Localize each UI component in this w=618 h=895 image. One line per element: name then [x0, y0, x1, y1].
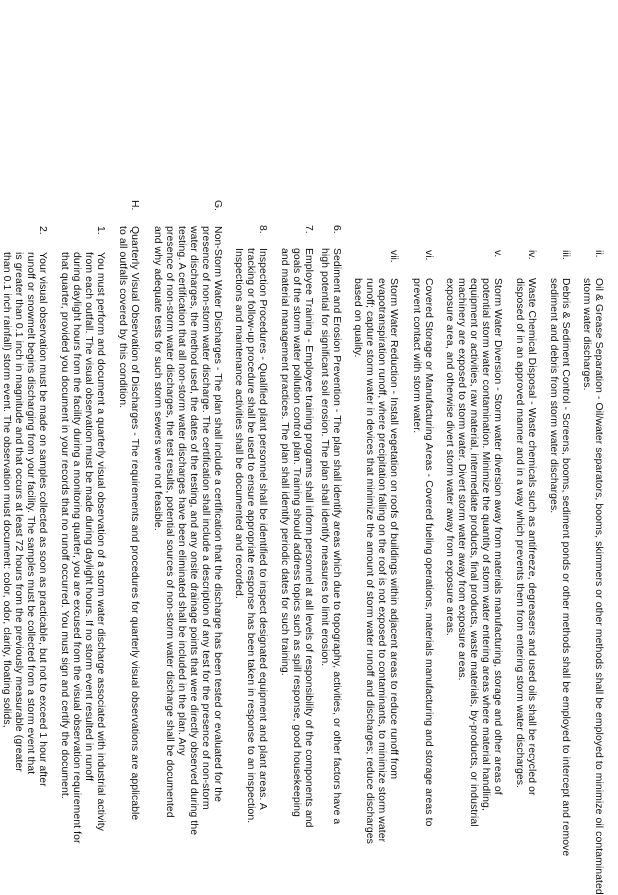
item-line: disposed of in an approved manner and in a way which prevents them from entering storm water discharges. [514, 278, 525, 788]
section-h-label: H. [129, 200, 140, 211]
item-line: based on quality. [352, 278, 363, 358]
item-line: Covered Storage or Manufacturing Areas - Covered fueling operations, materials manufacturing and storage areas to [423, 278, 434, 827]
subsection-label: 1. [95, 226, 106, 235]
section-label: 7. [303, 225, 314, 234]
item-label: iii. [560, 250, 571, 260]
item-line: Storm Water Reduction - Install vegetation on roofs of buildings within adjacent areas to reduce runoff from [388, 278, 399, 780]
subsection-line: runoff or snowmelt begins discharging from your facility. The samples must be collected from a storm event that [25, 252, 36, 775]
item-line: equipment or activities, raw material, intermediate products, final products, waste materials, by-products, or industrial [468, 278, 479, 827]
section-g-line: presence of non-storm water discharge. The certification shall include a description of any test for the presence of non-storm [200, 226, 211, 810]
section-line: Inspections and maintenance activities shall be documented and recorded. [233, 248, 244, 599]
item-label: vi. [423, 250, 434, 261]
item-line: machinery are exposed to storm water. Divert storm water away from exposure areas. [456, 278, 467, 681]
section-line: Inspection Procedures - Qualified plant personnel shall be identified to inspect designated equipment and plant areas. A [257, 248, 268, 810]
section-g-line: testing. A certification that all non-storm water discharges have been eliminated shall be included in the plan. Any [176, 226, 187, 756]
item-line: prevent contact with storm water. [411, 278, 422, 434]
section-line: and material management practices. The plan shall identify periodic dates for such training. [279, 248, 290, 676]
item-label: ii. [593, 250, 604, 258]
section-line: Sediment and Erosion Prevention - The plan shall identify areas which due to topography, activities, or other factors have a [331, 248, 342, 825]
item-line: runoff; capture storm water in devices that minimize the amount of storm water runoff and discharges; reduce discharges [364, 278, 375, 844]
section-label: 8. [257, 225, 268, 234]
section-line: high potential for significant soil erosion. The plan shall identify measures to limit erosion. [319, 248, 330, 667]
section-line: goals of the storm water pollution control plan. Training should address topics such as spill response, good housekeeping [291, 248, 302, 817]
item-line: sediment and debris from storm water discharges. [548, 278, 559, 514]
item-line: storm water discharges. [581, 278, 592, 391]
subsection-label: 2. [37, 226, 48, 235]
section-h-line: to all outfalls covered by this condition. [117, 226, 128, 409]
item-line: Storm Water Diversion - Storm water diversion away from materials manufacturing, storage and other areas of [492, 278, 503, 795]
subsection-line: is greater than 0.1 inch in magnitude and that occurs at least 72 hours from the previously measurable (greater [13, 252, 24, 772]
section-g-line: water discharges, the method used, the dates of the testing, and any onsite drainage points that were directly observed during the [188, 226, 199, 836]
subsection-line: than 0.1 inch rainfall) storm event. The observation must document: color, odor, clarity, floating solids, [1, 252, 12, 728]
item-label: v. [492, 250, 503, 258]
subsection-line: Your visual observation must be made on samples collected as soon as practicable, but not to exceed 1 hour after [37, 252, 48, 787]
section-g-line: Non-Storm Water Discharges - The plan shall include a certification that the discharge has been tested or evaluated for the [212, 226, 223, 803]
item-line: evapotranspiration runoff, where precipitation falling on the roof is not exposed to contaminants, to minimize storm water [376, 278, 387, 843]
section-line: tracking or follow-up procedure shall be used to ensure appropriate response has been taken in response to an inspection. [245, 248, 256, 824]
section-label: 6. [331, 225, 342, 234]
item-label: vii. [388, 250, 399, 263]
section-g-label: G. [212, 200, 223, 211]
item-label: iv. [526, 250, 537, 260]
section-line: Employee Training - Employee training programs shall inform personnel at all levels of responsibility of the components and [303, 248, 314, 828]
item-line: Waste Chemical Disposal - Waste chemicals such as antifreeze, degreasers and used oils shall be recycled or [526, 278, 537, 796]
subsection-line: from each outfall. The visual observation must be made during daylight hours. If no storm event resulted in runoff [83, 252, 94, 782]
subsection-line: You must perform and document a quarterly visual observation of a storm water discharge associated with industrial activity [95, 252, 106, 832]
section-g-line: presence of non-storm water discharges, the test results, potential sources of non-storm water discharge shall be documented [164, 226, 175, 818]
item-line: Debris & Sediment Control - Screens, booms, sediment ponds or other methods shall be employed to intercept and remove [560, 278, 571, 857]
section-h-line: Quarterly Visual Observation of Discharges - The requirements and procedures for quarterly visual observations are applicable [129, 226, 140, 821]
item-line: potential storm water contamination. Minimize the quantity of storm water entering areas where material handling, [480, 278, 491, 811]
subsection-line: that quarter, provided you document in your records that no runoff occurred. You must sign and certify the document. [59, 252, 70, 799]
section-g-line: and why adequate tests for such storm sewers were not feasible. [152, 226, 163, 531]
item-line: Oil & Grease Separation - Oil/water separators, booms, skimmers or other methods shall be employed to minimize oil contaminated [593, 278, 604, 895]
subsection-line: during daylight hours from the facility during a monitoring quarter, you are excused from the visual observation requirement for [71, 252, 82, 844]
item-line: exposure area, and otherwise divert storm water away from exposure areas. [444, 278, 455, 636]
